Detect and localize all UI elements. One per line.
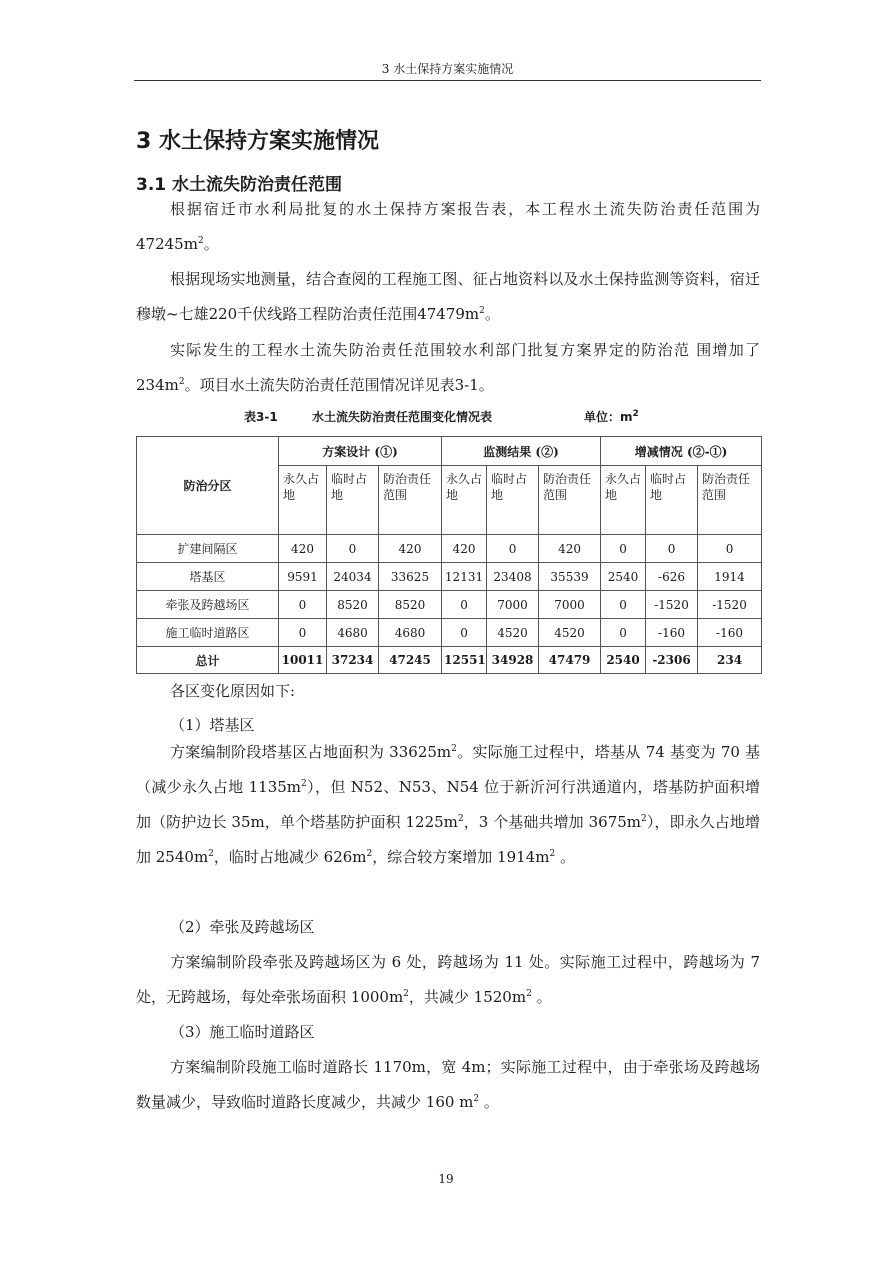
cell: 0 bbox=[279, 591, 327, 619]
subhead: 临时占地 bbox=[327, 466, 379, 535]
cell: 47245 bbox=[379, 647, 442, 674]
subhead: 临时占地 bbox=[646, 466, 698, 535]
cell: 420 bbox=[379, 535, 442, 563]
cell: 1914 bbox=[698, 563, 762, 591]
cell: 420 bbox=[442, 535, 487, 563]
cell: 33625 bbox=[379, 563, 442, 591]
paragraph-3: 实际发生的工程水土流失防治责任范围较水利部门批复方案界定的防治范 围增加了$234m^2$。项目水土流失防治责任范围情况详见表3-1。 bbox=[136, 341, 760, 394]
cell: 8520 bbox=[379, 591, 442, 619]
table-number: 表3-1 bbox=[244, 410, 278, 424]
cell: 0 bbox=[442, 619, 487, 647]
cell: 23408 bbox=[487, 563, 539, 591]
cell: 234 bbox=[698, 647, 762, 674]
cell: 12551 bbox=[442, 647, 487, 674]
subhead: 临时占地 bbox=[487, 466, 539, 535]
subhead: 防治责任范围 bbox=[698, 466, 762, 535]
cell: 7000 bbox=[487, 591, 539, 619]
cell: 34928 bbox=[487, 647, 539, 674]
chapter-title: 3 水土保持方案实施情况 bbox=[136, 129, 379, 154]
paragraph-2: 根据现场实地测量，结合查阅的工程施工图、征占地资料以及水土保持监测等资料，宿迁穆墩~七雄220千伏线路工程防治责任范围$47479m^2$。 bbox=[136, 270, 760, 323]
group-header-plan: 方案设计 (①) bbox=[279, 437, 442, 466]
table-title: 水土流失防治责任范围变化情况表 bbox=[312, 410, 493, 424]
responsibility-range-table bbox=[136, 436, 762, 674]
group-header-monitor: 监测结果 (②) bbox=[442, 437, 601, 466]
cell: 0 bbox=[698, 535, 762, 563]
cell: 4520 bbox=[487, 619, 539, 647]
table-row bbox=[137, 591, 762, 619]
sub3-text: 方案编制阶段施工临时道路长 1170m，宽 4m；实际施工过程中，由于牵张场及跨越场数量减少，导致临时道路长度减少，共减少 160 $m^2$ 。 bbox=[136, 1058, 760, 1111]
cell: 0 bbox=[601, 535, 646, 563]
cell: 4680 bbox=[379, 619, 442, 647]
section-title: 3.1 水土流失防治责任范围 bbox=[136, 175, 343, 195]
cell: 10011 bbox=[279, 647, 327, 674]
table-row bbox=[137, 535, 762, 563]
zone-cell: 总计 bbox=[137, 647, 279, 674]
cell: 420 bbox=[539, 535, 601, 563]
cell: 0 bbox=[601, 619, 646, 647]
subhead: 永久占地 bbox=[442, 466, 487, 535]
cell: -1520 bbox=[698, 591, 762, 619]
running-header: 3 水土保持方案实施情况 bbox=[134, 58, 761, 81]
reasons-intro: 各区变化原因如下: bbox=[170, 682, 296, 700]
group-header-change: 增减情况 (②-①) bbox=[601, 437, 762, 466]
zone-cell: 牵张及跨越场区 bbox=[137, 591, 279, 619]
cell: 4680 bbox=[327, 619, 379, 647]
subhead: 防治责任范围 bbox=[379, 466, 442, 535]
sub1-text: 方案编制阶段塔基区占地面积为 $33625m^2$。实际施工过程中，塔基从 74 基变为 70 基（减少永久占地 $1135m^2$），但 N52、N53、N54 位于新沂河行洪通道内，塔基防护面积增加（防护边长 35m，单个塔基防护面积 $1225m^2$，3 个基础共增加 $3675m^2$），即永久占地增加 $2540m^2$，临时占地减少 $626m^2$，综合较方案增加 $1914m^2$ 。 bbox=[136, 743, 760, 866]
cell: -626 bbox=[646, 563, 698, 591]
cell: 47479 bbox=[539, 647, 601, 674]
zone-cell: 塔基区 bbox=[137, 563, 279, 591]
cell: -1520 bbox=[646, 591, 698, 619]
cell: 7000 bbox=[539, 591, 601, 619]
cell: 35539 bbox=[539, 563, 601, 591]
subhead: 防治责任范围 bbox=[539, 466, 601, 535]
cell: 37234 bbox=[327, 647, 379, 674]
cell: 9591 bbox=[279, 563, 327, 591]
cell: 12131 bbox=[442, 563, 487, 591]
cell: 0 bbox=[601, 591, 646, 619]
sub3-title: （3）施工临时道路区 bbox=[170, 1023, 315, 1041]
table-row bbox=[137, 563, 762, 591]
sub2-title: （2）牵张及跨越场区 bbox=[170, 918, 315, 936]
sub1-title: （1）塔基区 bbox=[170, 716, 255, 734]
cell: 0 bbox=[487, 535, 539, 563]
subhead: 永久占地 bbox=[279, 466, 327, 535]
table-row bbox=[137, 619, 762, 647]
table-total-row bbox=[137, 647, 762, 674]
cell: 8520 bbox=[327, 591, 379, 619]
cell: 2540 bbox=[601, 563, 646, 591]
cell: -160 bbox=[698, 619, 762, 647]
cell: 24034 bbox=[327, 563, 379, 591]
table-header-row bbox=[137, 437, 762, 466]
paragraph-1: 根据宿迁市水利局批复的水土保持方案报告表，本工程水土流失防治责任范围为$47245m^2$。 bbox=[136, 200, 760, 253]
cell: 4520 bbox=[539, 619, 601, 647]
zone-cell: 施工临时道路区 bbox=[137, 619, 279, 647]
cell: 0 bbox=[646, 535, 698, 563]
cell: 2540 bbox=[601, 647, 646, 674]
cell: 0 bbox=[442, 591, 487, 619]
cell: 0 bbox=[279, 619, 327, 647]
cell: 0 bbox=[327, 535, 379, 563]
page-number: 19 bbox=[438, 1172, 454, 1186]
subhead: 永久占地 bbox=[601, 466, 646, 535]
col-zone-header: 防治分区 bbox=[137, 437, 279, 535]
cell: 420 bbox=[279, 535, 327, 563]
cell: -160 bbox=[646, 619, 698, 647]
table-unit: 单位：$m^2$ bbox=[584, 409, 639, 424]
zone-cell: 扩建间隔区 bbox=[137, 535, 279, 563]
cell: -2306 bbox=[646, 647, 698, 674]
sub2-text: 方案编制阶段牵张及跨越场区为 6 处，跨越场为 11 处。实际施工过程中，跨越场为 7 处，无跨越场，每处牵张场面积 $1000m^2$，共减少 $1520m^2$ 。 bbox=[136, 953, 760, 1006]
